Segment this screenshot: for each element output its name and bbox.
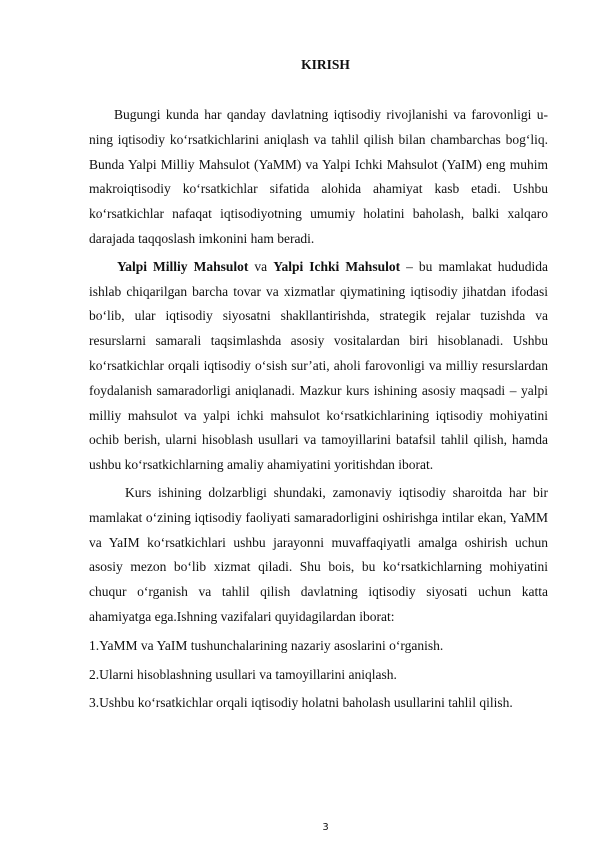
paragraph-relevance: Kurs ishining dolzarbligi shundaki, zamonaviy iqtisodiy sharoitda har bir mamlakat o‘zining iqtisodiy faoliyati samaradorligini oshirishga intilar ekan, YaMM va YaIM ko‘rsatkichlari ushbu jarayonni muvaffaqiyatli amalga oshirish uchun asosiy mezon bo‘lib xizmat qiladi. Shu bois, bu ko‘rsatkichlarning mohiyatini chuqur o‘rganish va tahlil qilish davlatning iqtisodiy siyosati uchun katta ahamiyatga ega.Ishning vazifalari quyidagilardan iborat: bbox=[89, 484, 548, 624]
page-number: 3 bbox=[322, 822, 329, 833]
paragraph-definition bbox=[89, 255, 548, 478]
term-gnp: Yalpi Milliy Mahsulot bbox=[117, 258, 249, 274]
definition-text: – bu mamlakat hududida ishlab chiqarilgan barcha tovar va xizmatlar qiymatining iqtisodiy jihatdan ifodasi bo‘lib, ular iqtisodiy siyosatni shakllantirishda, strategik rejalar tuzishda va resurslarni samarali taqsimlashda asosiy vositalardan biri hisoblanadi. Ushbu ko‘rsatkichlar orqali iqtisodiy o‘sish sur’ati, aholi farovonligi va milliy resurslardan foydalanish samaradorligi aniqlanadi. Mazkur kurs ishining asosiy maqsadi – yalpi milliy mahsulot va yalpi ichki mahsulot ko‘rsatkichlarining iqtisodiy mohiyatini ochib berish, ularni hisoblash usullari va tamoyillarini batafsil tahlil qilish, hamda ushbu ko‘rsatkichlarning amaliy ahamiyatini yoritishdan iborat. bbox=[89, 258, 548, 473]
paragraph-intro: Bugungi kunda har qanday davlatning iqtisodiy rivojlanishi va farovonligi u-ning iqtisodiy ko‘rsatkichlarini aniqlash va tahlil qilish bilan chambarchas bog‘liq. Bunda Yalpi Milliy Mahsulot (YaMM) va Yalpi Ichki Mahsulot (YaIM) eng muhim makroiqtisodiy ko‘rsatkichlar sifatida alohida ahamiyat kasb etadi. Ushbu ko‘rsatkichlar nafaqat iqtisodiyotning umumiy holatini baholash, balki xalqaro darajada taqqoslash imkonini ham beradi. bbox=[89, 107, 548, 246]
document-body bbox=[89, 103, 548, 716]
list-item: 2.Ularni hisoblashning usullari va tamoyillarini aniqlash. bbox=[89, 666, 397, 682]
list-item: 3.Ushbu ko‘rsatkichlar orqali iqtisodiy holatni baholash usullarini tahlil qilish. bbox=[89, 695, 513, 711]
list-item: 1.YaMM va YaIM tushunchalarining nazariy asoslarini o‘rganish. bbox=[89, 637, 444, 653]
term-gdp: Yalpi Ichki Mahsulot bbox=[273, 258, 401, 274]
page-title: KIRISH bbox=[301, 57, 350, 72]
conjunction: va bbox=[248, 258, 274, 274]
